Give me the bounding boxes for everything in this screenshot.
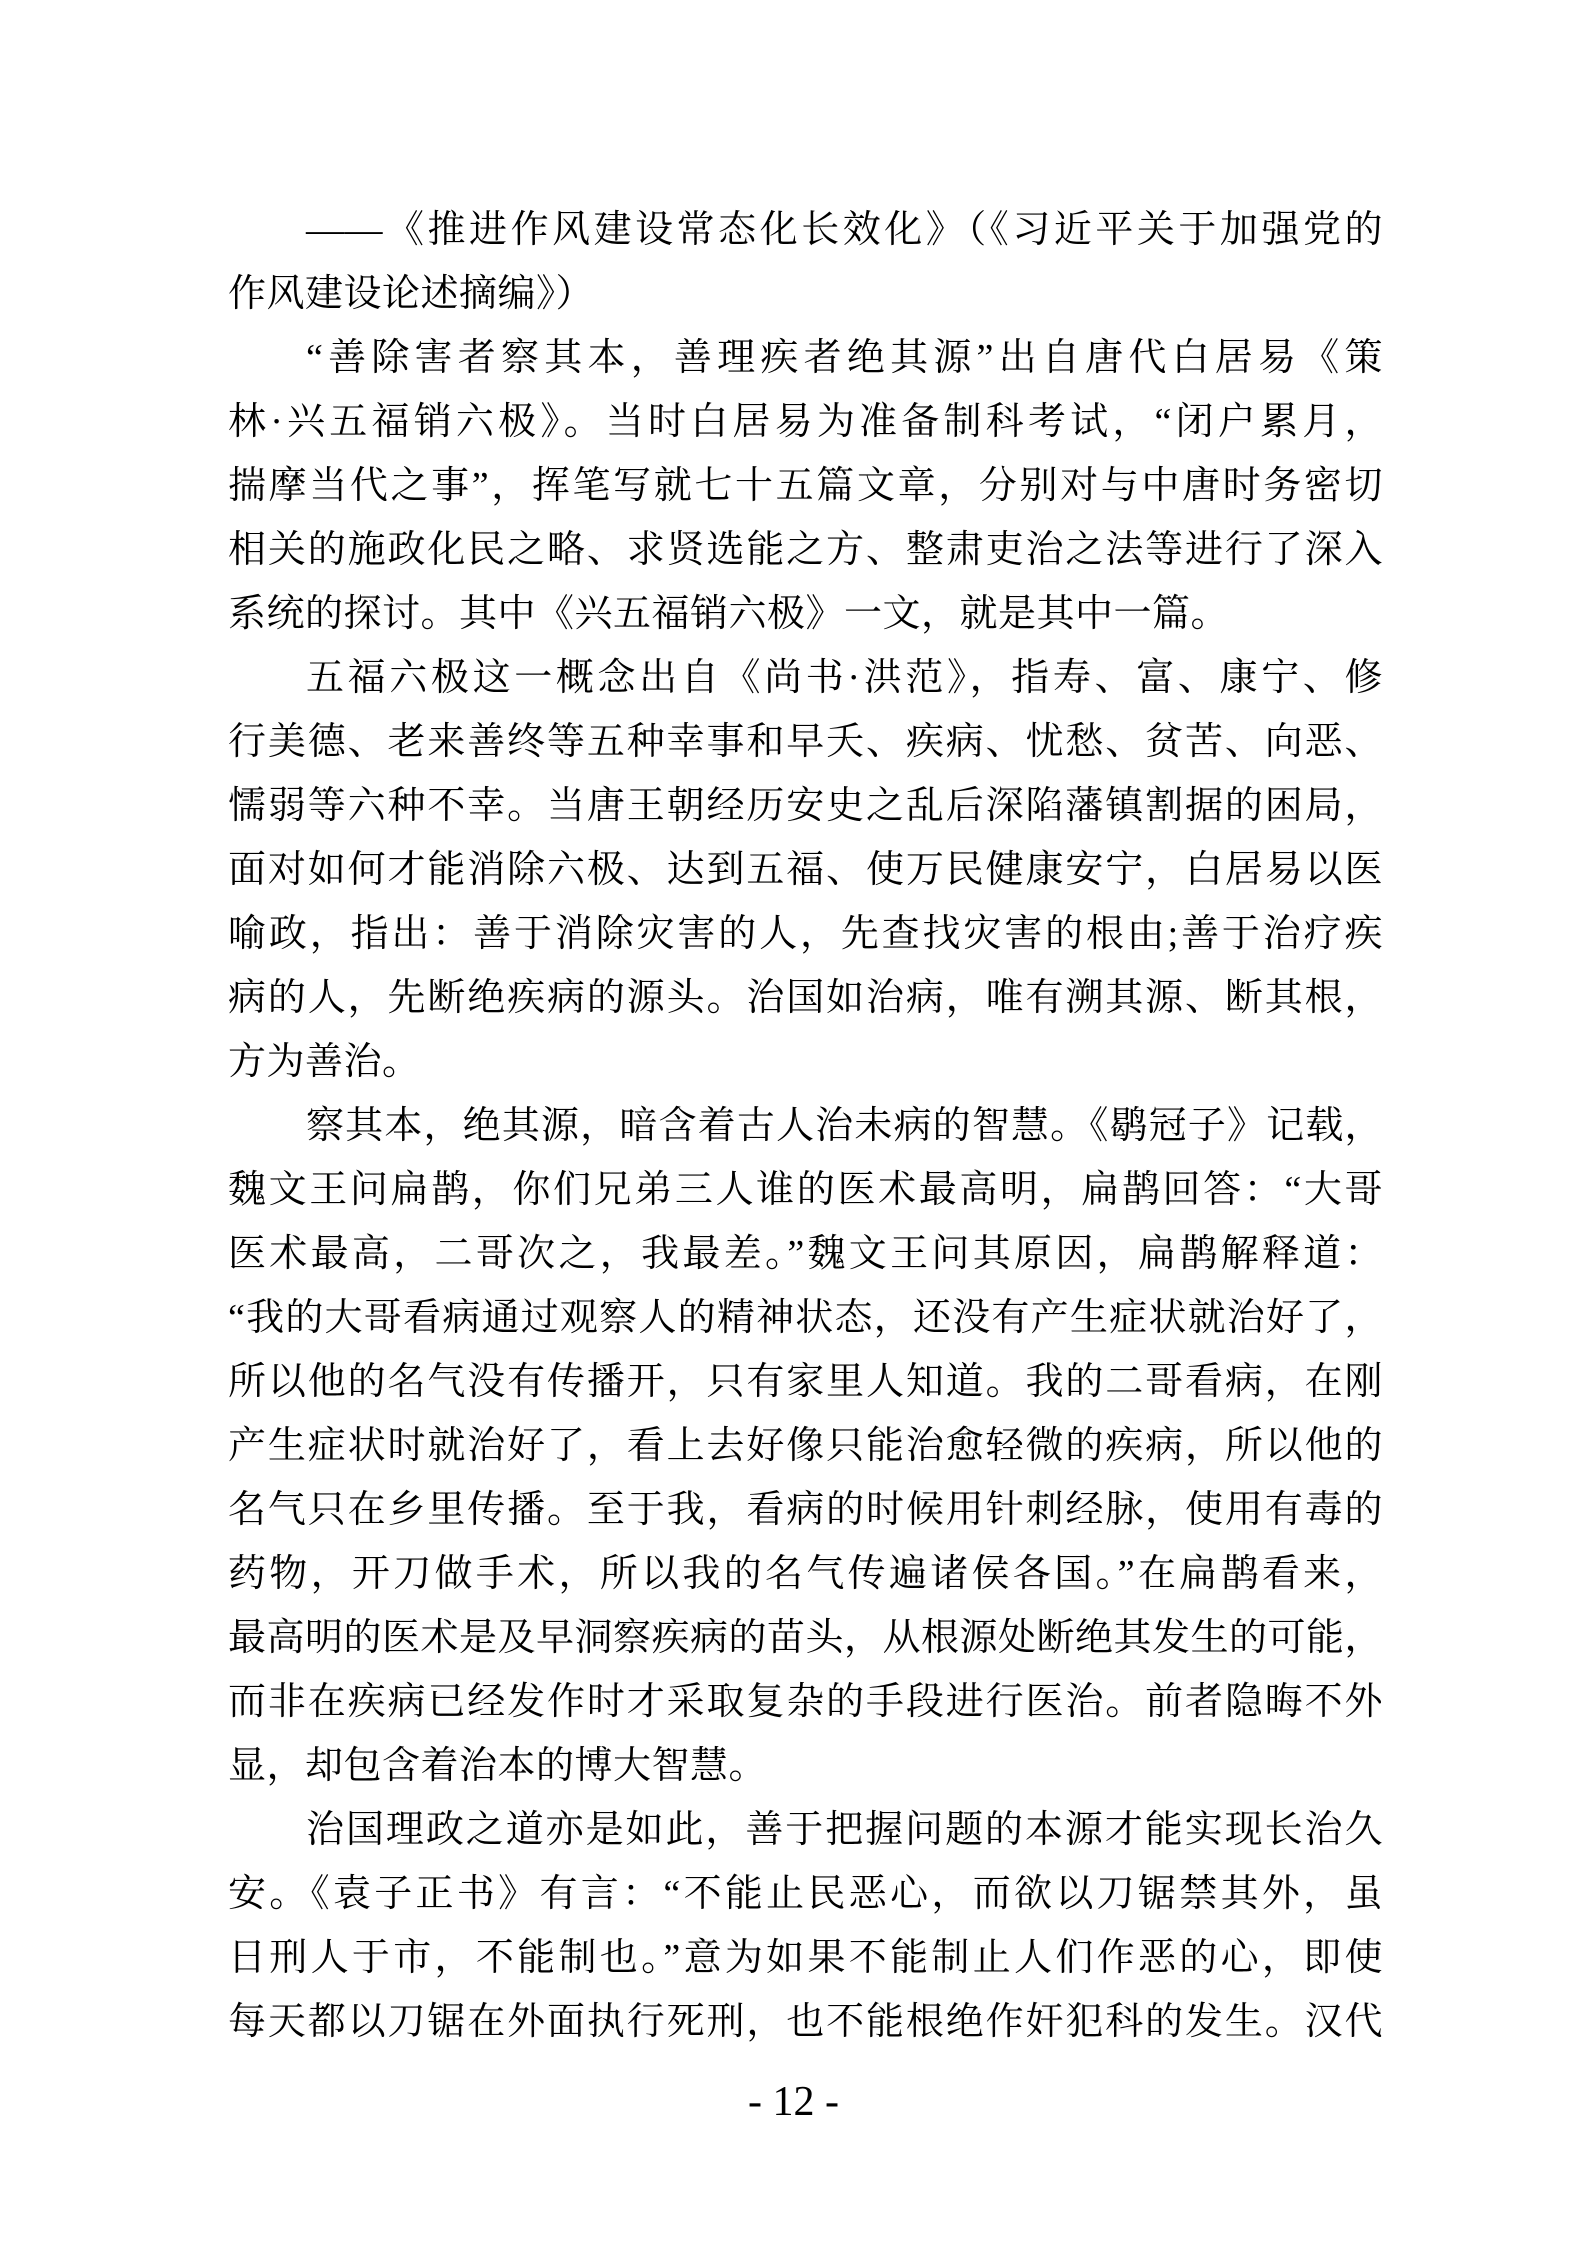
text-line: 察其本，绝其源，暗含着古人治未病的智慧。《鹖冠子》记载，	[306, 1105, 1383, 1147]
text-line: 行美德、老来善终等五种幸事和早夭、疾病、忧愁、贫苦、向恶、	[228, 721, 1383, 763]
text-line: 治国理政之道亦是如此，善于把握问题的本源才能实现长治久	[306, 1809, 1383, 1851]
text-line: 病的人，先断绝疾病的源头。治国如治病，唯有溯其源、断其根，	[228, 977, 1383, 1019]
text-line: 所以他的名气没有传播开，只有家里人知道。我的二哥看病，在刚	[228, 1361, 1383, 1403]
text-line: 而非在疾病已经发作时才采取复杂的手段进行医治。前者隐晦不外	[228, 1681, 1383, 1723]
body-text	[228, 198, 1383, 2054]
text-line: 日刑人于市，不能制也。”意为如果不能制止人们作恶的心，即使	[228, 1937, 1383, 1979]
text-line: 方为善治。	[228, 1041, 421, 1083]
page-number: - 12 -	[748, 2079, 839, 2125]
text-line: 药物，开刀做手术，所以我的名气传遍诸侯各国。”在扁鹊看来，	[228, 1553, 1383, 1595]
text-line: 相关的施政化民之略、求贤选能之方、整肃吏治之法等进行了深入	[228, 529, 1383, 571]
text-line: 每天都以刀锯在外面执行死刑，也不能根绝作奸犯科的发生。汉代	[228, 2001, 1383, 2043]
text-line: 产生症状时就治好了，看上去好像只能治愈轻微的疾病，所以他的	[228, 1425, 1383, 1467]
text-line: 作风建设论述摘编》）	[228, 273, 595, 315]
text-line: 名气只在乡里传播。至于我，看病的时候用针刺经脉，使用有毒的	[228, 1489, 1383, 1531]
text-line: 懦弱等六种不幸。当唐王朝经历安史之乱后深陷藩镇割据的困局，	[228, 785, 1383, 827]
text-line: ——《推进作风建设常态化长效化》（《习近平关于加强党的	[306, 209, 1383, 251]
text-line: 最高明的医术是及早洞察疾病的苗头，从根源处断绝其发生的可能，	[228, 1617, 1384, 1659]
text-line: 喻政，指出：善于消除灾害的人，先查找灾害的根由;善于治疗疾	[228, 913, 1383, 955]
text-line: “善除害者察其本，善理疾者绝其源”出自唐代白居易《策	[306, 337, 1383, 379]
text-line: 魏文王问扁鹊，你们兄弟三人谁的医术最高明，扁鹊回答：“大哥	[228, 1169, 1383, 1211]
text-line: 林·兴五福销六极》。当时白居易为准备制科考试，“闭户累月，	[228, 401, 1383, 443]
text-line: 揣摩当代之事”，挥笔写就七十五篇文章，分别对与中唐时务密切	[228, 465, 1383, 507]
text-line: 面对如何才能消除六极、达到五福、使万民健康安宁，白居易以医	[228, 849, 1383, 891]
text-line: 显，却包含着治本的博大智慧。	[228, 1745, 768, 1787]
text-line: 医术最高，二哥次之，我最差。”魏文王问其原因，扁鹊解释道：	[228, 1233, 1383, 1275]
text-line: 五福六极这一概念出自《尚书·洪范》，指寿、富、康宁、修	[306, 657, 1383, 699]
text-line: 系统的探讨。其中《兴五福销六极》一文，就是其中一篇。	[228, 593, 1230, 635]
text-line: 安。《袁子正书》有言：“不能止民恶心，而欲以刀锯禁其外，虽	[228, 1873, 1383, 1915]
text-line: “我的大哥看病通过观察人的精神状态，还没有产生症状就治好了，	[228, 1297, 1383, 1339]
